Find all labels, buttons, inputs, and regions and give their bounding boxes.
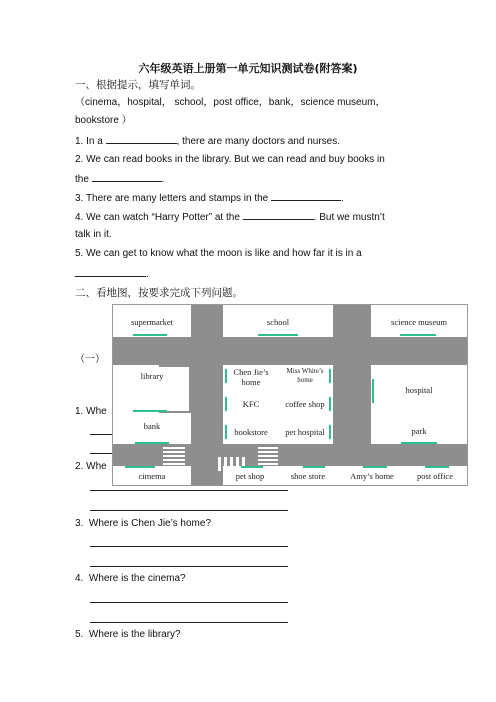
building-shoe-store: [279, 467, 337, 485]
map-question-4-text: Where is the cinema?: [88, 573, 186, 584]
science-museum-label: science museum: [391, 317, 447, 327]
building-pet-shop: [225, 467, 275, 485]
building-hospital: [373, 367, 465, 417]
pet-shop-label: pet shop: [235, 471, 265, 481]
map-question-5-text: Where is the library?: [88, 629, 181, 640]
map-question-3-text: Where is Chen Jie’s home?: [88, 518, 212, 529]
zebra-crossing: [163, 445, 185, 465]
answer-line[interactable]: [90, 602, 288, 603]
answer-blank-1[interactable]: [106, 134, 177, 144]
coffee-shop-label: coffee shop: [285, 399, 325, 409]
building-amy-home: [341, 467, 403, 485]
question-2-text-b: .: [161, 174, 165, 185]
kfc-label: KFC: [242, 399, 260, 409]
map-question-5-number: 5.: [75, 629, 84, 640]
question-5-line-2: [75, 267, 149, 281]
building-chen-jie-home: [225, 367, 277, 389]
question-3-text-a: 3. There are many letters and stamps in the: [75, 193, 272, 204]
door-miss-white-home: [329, 369, 331, 383]
building-coffee-shop: [279, 391, 331, 419]
door-supermarket: [133, 334, 167, 336]
door-pet-shop: [241, 466, 263, 468]
road-top: [113, 337, 467, 365]
building-school: [225, 307, 331, 335]
answer-line[interactable]: [90, 490, 288, 491]
map-question-4-number: 4.: [75, 573, 84, 584]
map-question-4: [75, 573, 186, 585]
amy-home-label: Amy’s home: [350, 471, 394, 481]
building-post-office: [405, 467, 465, 485]
hint-line-2: bookstore ）: [75, 115, 132, 126]
map-question-5: [75, 629, 181, 641]
map-question-2-text: Whe: [86, 461, 107, 472]
library-label: library: [140, 371, 164, 381]
building-science-museum: [373, 307, 465, 335]
map-question-3: [75, 518, 211, 530]
page-title: 六年级英语上册第一单元知识测试卷(附答案): [138, 62, 358, 75]
cinema-label: cimema: [138, 471, 166, 481]
question-3: [75, 191, 344, 205]
question-2-line-1: 2. We can read books in the library. But we can read and buy books in: [75, 154, 385, 165]
question-5-line-1: 5. We can get to know what the moon is like and how far it is in a: [75, 248, 362, 259]
answer-line[interactable]: [90, 510, 288, 511]
bank-label: bank: [143, 421, 161, 431]
chen-jie-home-label-1: Chen Jie’s: [233, 367, 269, 377]
question-2-text-a: the: [75, 174, 92, 185]
question-3-text-b: .: [341, 193, 344, 204]
building-library: [115, 367, 189, 411]
question-2-line-2: [75, 172, 164, 186]
building-supermarket: [115, 307, 189, 335]
hospital-label: hospital: [405, 385, 433, 395]
map-question-1: [75, 406, 107, 418]
door-library: [133, 410, 167, 412]
question-4-line-1: [75, 210, 385, 224]
zebra-crossing: [258, 445, 278, 465]
answer-blank-3[interactable]: [271, 191, 341, 201]
map-question-1-text: Whe: [86, 406, 107, 417]
question-4-text-a: 4. We can watch “Harry Potter” at the: [75, 212, 243, 223]
door-park: [401, 442, 437, 444]
question-4-text-b: . But we mustn’t: [313, 212, 385, 223]
building-pet-hospital: [279, 421, 331, 443]
door-chen-jie-home: [225, 369, 227, 383]
bookstore-label: bookstore: [234, 427, 268, 437]
answer-line[interactable]: [90, 434, 112, 435]
answer-blank-4[interactable]: [243, 210, 314, 220]
park-label: park: [411, 426, 427, 436]
map-question-1-number: 1.: [75, 406, 84, 417]
answer-line[interactable]: [90, 546, 288, 547]
school-label: school: [266, 317, 290, 327]
miss-white-home-label-1: Miss White’s: [286, 367, 324, 375]
building-miss-white-home: [279, 367, 331, 389]
map-question-2: [75, 461, 107, 473]
door-cinema: [125, 466, 155, 468]
supermarket-label: supermarket: [130, 317, 173, 327]
answer-line[interactable]: [90, 622, 288, 623]
door-science-museum: [400, 334, 436, 336]
answer-line[interactable]: [90, 453, 112, 454]
question-1-text-a: 1. In a: [75, 136, 106, 147]
door-pet-hospital: [329, 425, 331, 439]
section-2-subheading: （一）: [75, 354, 105, 365]
door-kfc: [225, 397, 227, 411]
building-cinema: [115, 467, 189, 485]
post-office-label: post office: [417, 471, 453, 481]
question-1-text-b: , there are many doctors and nurses.: [176, 136, 340, 147]
door-shoe-store: [303, 466, 325, 468]
map-question-2-number: 2.: [75, 461, 84, 472]
section-1-heading: 一、根据提示，填写单词。: [75, 79, 201, 91]
question-4-line-2: talk in it.: [75, 229, 112, 240]
miss-white-home-label-2: home: [297, 376, 313, 384]
chen-jie-home-label-2: home: [241, 377, 261, 387]
door-coffee-shop: [329, 397, 331, 411]
question-1: [75, 134, 340, 148]
answer-blank-2[interactable]: [92, 172, 162, 182]
building-park: [373, 419, 465, 443]
town-map: [112, 304, 468, 486]
building-bank: [115, 415, 189, 443]
door-post-office: [425, 466, 449, 468]
road-right-vertical: [333, 305, 371, 465]
map-question-3-number: 3.: [75, 518, 84, 529]
building-kfc: [225, 391, 277, 419]
section-2-heading: 二、看地图，按要求完成下列问题。: [75, 287, 243, 299]
door-school: [258, 334, 298, 336]
shoe-store-label: shoe store: [290, 471, 326, 481]
answer-line[interactable]: [90, 566, 288, 567]
question-5-text-b: .: [146, 269, 149, 280]
door-amy-home: [363, 466, 387, 468]
door-bank: [135, 442, 169, 444]
building-bookstore: [225, 421, 277, 443]
door-bookstore: [225, 425, 227, 439]
pet-hospital-label: pet hospital: [285, 427, 325, 437]
door-hospital: [372, 379, 374, 403]
hint-line-1: （cinema，hospital， school，post office，bank，science museum，: [75, 97, 386, 108]
answer-blank-5[interactable]: [75, 267, 146, 277]
